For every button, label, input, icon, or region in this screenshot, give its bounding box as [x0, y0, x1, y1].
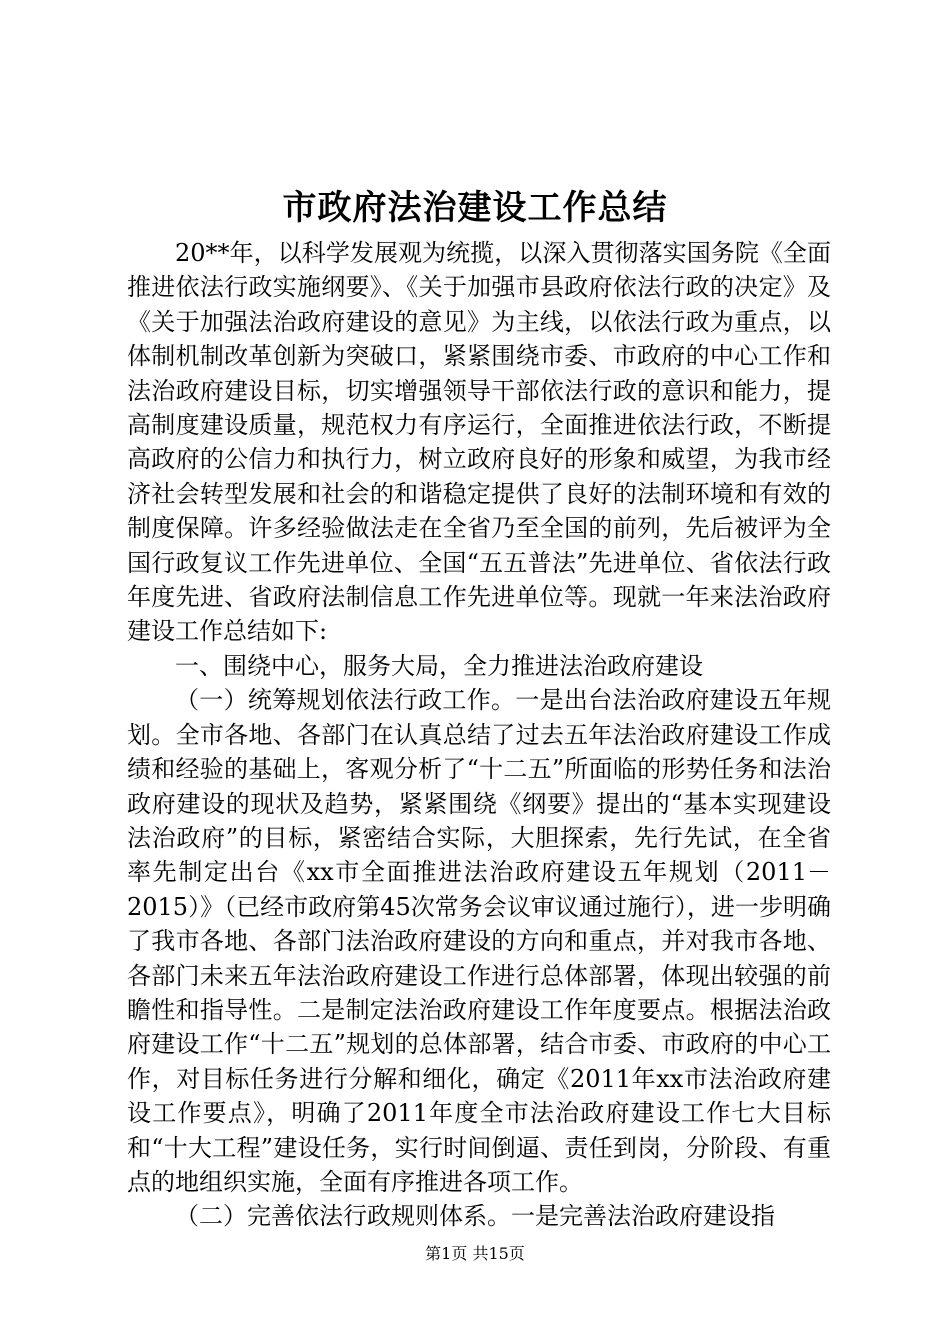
- paragraph-intro: 20**年，以科学发展观为统揽，以深入贯彻落实国务院《全面推进依法行政实施纲要》、《关于加强市县政府依法行政的决定》及《关于加强法治政府建设的意见》为主线，以依法行政为重点，以体制机制改革创新为突破口，紧紧围绕市委、市政府的中心工作和法治政府建设目标，切实增强领导干部依法行政的意识和能力，提高制度建设质量，规范权力有序运行，全面推进依法行政，不断提高政府的公信力和执行力，树立政府良好的形象和威望，为我市经济社会转型发展和社会的和谐稳定提供了良好的法制环境和有效的制度保障。许多经验做法走在全省乃至全国的前列，先后被评为全国行政复议工作先进单位、全国“五五普法”先进单位、省依法行政年度先进、省政府法制信息工作先进单位等。现就一年来法治政府建设工作总结如下:: [127, 239, 831, 646]
- paragraph-subsection-2: （二）完善依法行政规则体系。一是完善法治政府建设指: [175, 1202, 775, 1231]
- document-title: 市政府法治建设工作总结: [282, 188, 668, 228]
- section-heading-1: 一、围绕中心，服务大局，全力推进法治政府建设: [175, 651, 703, 680]
- page-footer: 第1页 共15页: [425, 1244, 525, 1263]
- paragraph-subsection-1: （一）统筹规划依法行政工作。一是出台法治政府建设五年规划。全市各地、各部门在认真总结了过去五年法治政府建设工作成绩和经验的基础上，客观分析了“十二五”所面临的形势任务和法治政府建设的现状及趋势，紧紧围绕《纲要》提出的“基本实现建设法治政府”的目标，紧密结合实际，大胆探索，先行先试，在全省率先制定出台《xx市全面推进法治政府建设五年规划（2011－2015）》（已经市政府第45次常务会议审议通过施行），进一步明确了我市各地、各部门法治政府建设的方向和重点，并对我市各地、各部门未来五年法治政府建设工作进行总体部署，体现出较强的前瞻性和指导性。二是制定法治政府建设工作年度要点。根据法治政府建设工作“十二五”规划的总体部署，结合市委、市政府的中心工作，对目标任务进行分解和细化，确定《2011年xx市法治政府建设工作要点》，明确了2011年度全市法治政府建设工作七大目标和“十大工程”建设任务，实行时间倒逼、责任到岗，分阶段、有重点的地组织实施，全面有序推进各项工作。: [127, 686, 831, 1196]
- document-body: [127, 236, 831, 1234]
